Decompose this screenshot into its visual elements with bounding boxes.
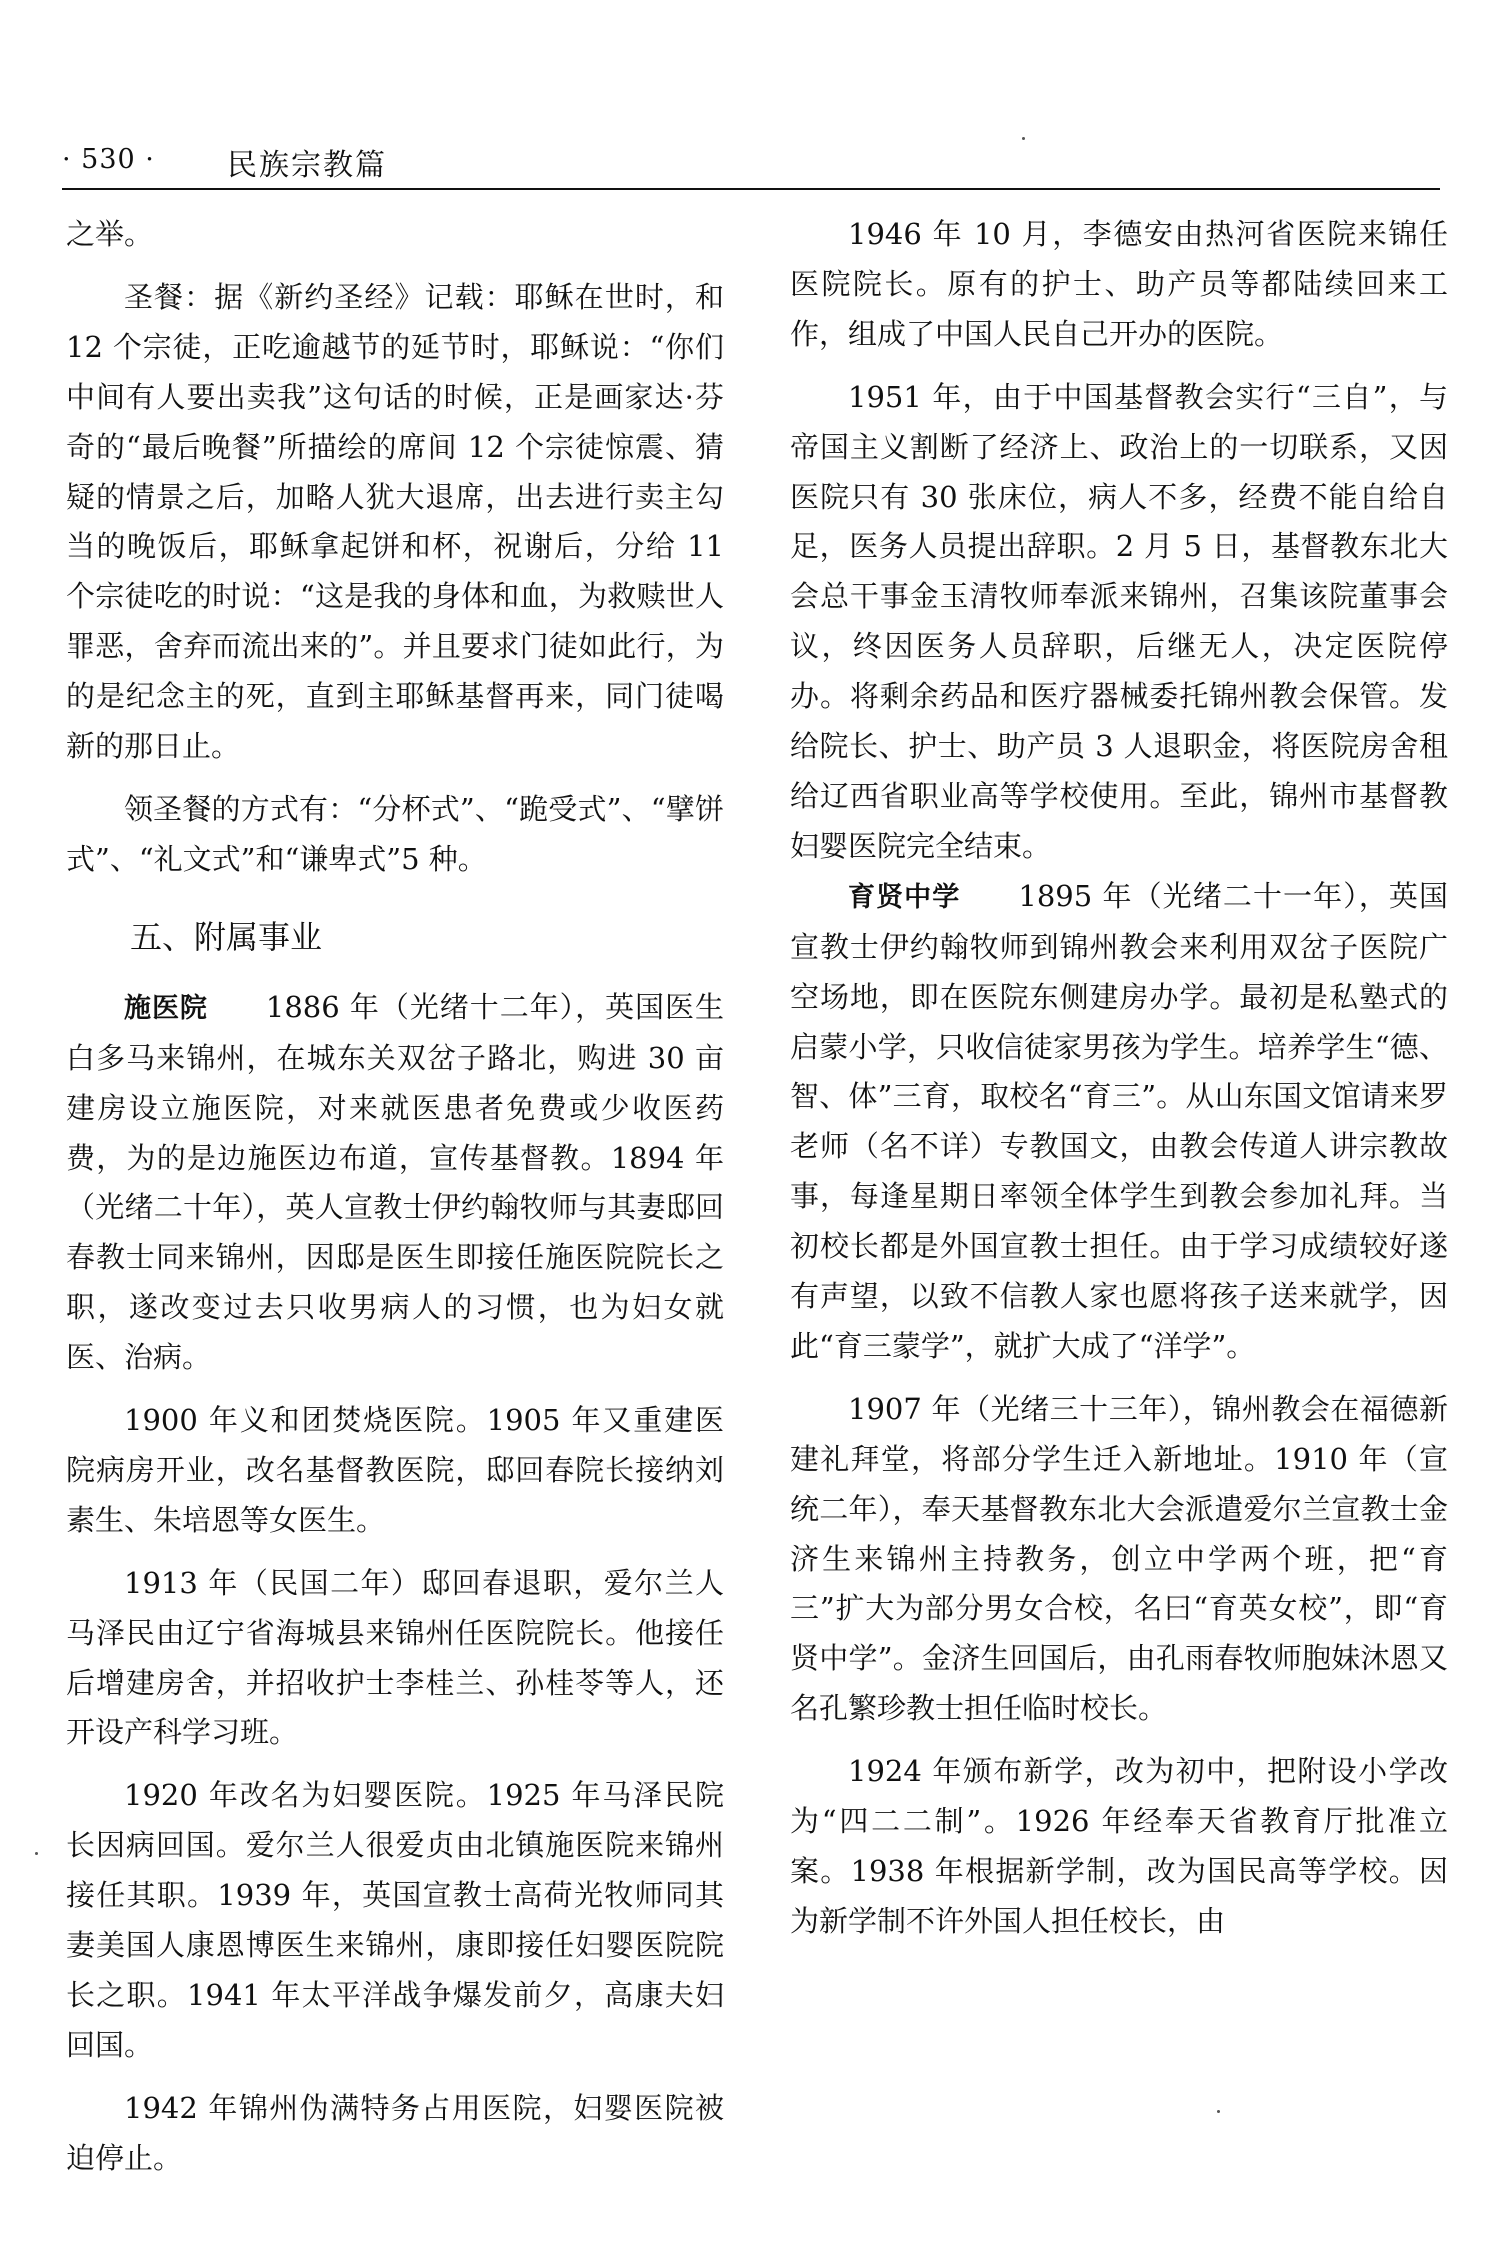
- scan-speck: [1022, 137, 1025, 140]
- paragraph-1951: 1951 年，由于中国基督教会实行“三自”，与帝国主义割断了经济上、政治上的一切联系，又因医院只有 30 张床位，病人不多，经费不能自给自足，医务人员提出辞职。2 月 5 日，基督教东北大会总干事金玉清牧师奉派来锦州，召集该院董事会议，终因医务人员辞职，后继无人，决定医院停办。将剩余药品和医疗器械委托锦州教会保管。发给院长、护士、助产员 3 人退职金，将医院房舍租给辽西省职业高等学校使用。至此，锦州市基督教妇婴医院完全结束。: [790, 379, 1448, 863]
- paragraph-1946: 1946 年 10 月，李德安由热河省医院来锦任医院院长。原有的护士、助产员等都陆续回来工作，组成了中国人民自己开办的医院。: [790, 217, 1448, 351]
- paragraph-holy-communion: 圣餐：据《新约圣经》记载：耶稣在世时，和 12 个宗徒，正吃逾越节的延节时，耶稣说：“你们中间有人要出卖我”这句话的时候，正是画家达·芬奇的“最后晚餐”所描绘的席间 12 个宗徒惊震、猜疑的情景之后，加略人犹大退席，出去进行卖主勾当的晚饭后，耶稣拿起饼和杯，祝谢后，分给 11 个宗徒吃的时说：“这是我的身体和血，为救赎世人罪恶，舍弃而流出来的”。并且要求门徒如此行，为的是纪念主的死，直到主耶稣基督再来，同门徒喝新的那日止。: [66, 279, 724, 764]
- paragraph-1900: 1900 年义和团焚烧医院。1905 年又重建医院病房开业，改名基督教医院，邸回春院长接纳刘素生、朱培恩等女医生。: [66, 1403, 724, 1537]
- paragraph-school: [790, 872, 1448, 1372]
- paragraph-1920: 1920 年改名为妇婴医院。1925 年马泽民院长因病回国。爱尔兰人很爱贞由北镇施医院来锦州接任其职。1939 年，英国宣教士高荷光牧师同其妻美国人康恩博医生来锦州，康即接任妇婴医院院长之职。1941 年太平洋战争爆发前夕，高康夫妇回国。: [66, 1778, 724, 2062]
- paragraph-hospital-text: 1886 年（光绪十二年），英国医生白多马来锦州，在城东关双岔子路北，购进 30 亩建房设立施医院，对来就医患者免费或少收医药费，为的是边施医边布道，宣传基督教。1894 年（光绪二十年），英人宣教士伊约翰牧师与其妻邸回春教士同来锦州，因邸是医生即接任施医院院长之职，遂改变过去只收男病人的习惯，也为妇女就医、治病。: [66, 989, 724, 1375]
- scan-speck: [1217, 2110, 1220, 2113]
- left-column: [66, 210, 724, 2184]
- paragraph-hospital: [66, 983, 724, 1383]
- running-header: [62, 140, 1440, 190]
- page-number: · 530 ·: [62, 144, 155, 175]
- paragraph-continuation: 之举。: [66, 217, 154, 251]
- keyword-school: 育贤中学: [848, 881, 961, 913]
- paragraph-1924: 1924 年颁布新学，改为初中，把附设小学改为“四二二制”。1926 年经奉天省教育厅批准立案。1938 年根据新学制，改为国民高等学校。因为新学制不许外国人担任校长，由: [790, 1754, 1448, 1938]
- keyword-hospital: 施医院: [124, 992, 208, 1024]
- scan-speck: [35, 1852, 38, 1855]
- paragraph-1907: 1907 年（光绪三十三年），锦州教会在福德新建礼拜堂，将部分学生迁入新地址。1910 年（宣统二年），奉天基督教东北大会派遣爱尔兰宣教士金济生来锦州主持教务，创立中学两个班，把“育三”扩大为部分男女合校，名曰“育英女校”，即“育贤中学”。金济生回国后，由孔雨春牧师胞妹沐恩又名孔繁珍教士担任临时校长。: [790, 1391, 1448, 1726]
- running-title: 民族宗教篇: [227, 148, 387, 183]
- section-heading: 五、附属事业: [130, 917, 323, 956]
- header-rule: [62, 188, 1440, 190]
- paragraph-1913: 1913 年（民国二年）邸回春退职，爱尔兰人马泽民由辽宁省海城县来锦州任医院院长。他接任后增建房舍，并招收护士李桂兰、孙桂苓等人，还开设产科学习班。: [66, 1565, 724, 1750]
- paragraph-1942: 1942 年锦州伪满特务占用医院，妇婴医院被迫停止。: [66, 2090, 724, 2175]
- right-column: [790, 210, 1448, 1947]
- paragraph-school-text: 1895 年（光绪二十一年），英国宣教士伊约翰牧师到锦州教会来利用双岔子医院广空场地，即在医院东侧建房办学。最初是私塾式的启蒙小学，只收信徒家男孩为学生。培养学生“德、智、体”三育，取校名“育三”。从山东国文馆请来罗老师（名不详）专教国文，由教会传道人讲宗教故事，每逢星期日率领全体学生到教会参加礼拜。当初校长都是外国宣教士担任。由于学习成绩较好遂有声望，以致不信教人家也愿将孩子送来就学，因此“育三蒙学”，就扩大成了“洋学”。: [790, 878, 1448, 1363]
- paragraph-communion-methods: 领圣餐的方式有：“分杯式”、“跪受式”、“擘饼式”、“礼文式”和“谦卑式”5 种。: [66, 791, 724, 876]
